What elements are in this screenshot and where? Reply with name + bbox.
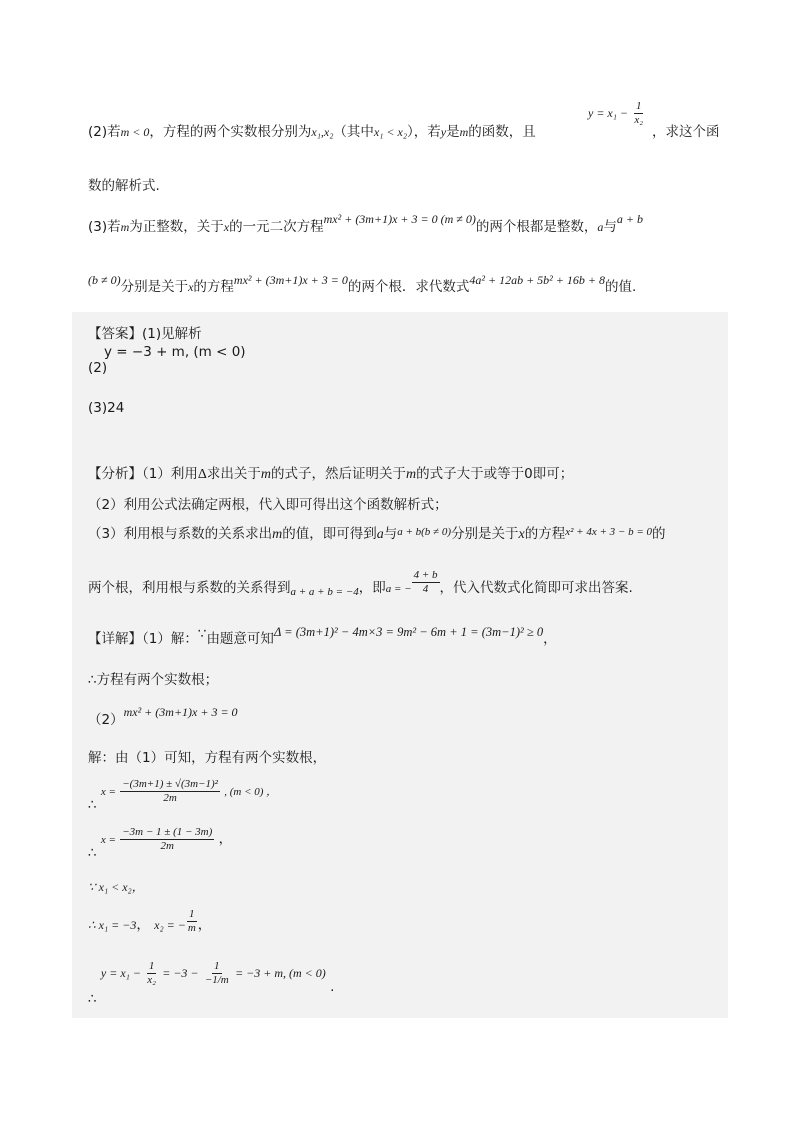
analysis-l3d: 的方程 <box>524 526 566 542</box>
detail-l1a: （1）解： <box>142 631 198 647</box>
q3-prefix: (3)若 <box>88 219 121 235</box>
detail-line1 <box>88 627 557 647</box>
answer-a2-num: (2) <box>88 360 108 376</box>
q3-l2-text2: 的方程 <box>193 279 234 295</box>
detail-l6-num: −3m − 1 ± (1 − 3m) <box>122 826 213 838</box>
detail-label: 【详解】 <box>88 631 142 647</box>
answer-line1 <box>88 322 202 342</box>
q3-line2 <box>88 275 636 295</box>
analysis-l3b: 的值，即可得到 <box>282 526 377 542</box>
analysis-l3x: x <box>518 527 525 542</box>
answer-a1: (1)见解析 <box>142 326 202 342</box>
answer-label: 【答案】 <box>88 326 142 342</box>
analysis-l4a: 两个根，利用根与系数的关系得到 <box>88 580 291 597</box>
analysis-zero: 0 <box>524 466 533 482</box>
detail-l8d: ， <box>197 917 212 934</box>
q2-y-num: 1 <box>635 100 642 112</box>
detail-l9-n2: 1 <box>214 960 220 972</box>
detail-l6-den: 2m <box>160 839 174 852</box>
q3-l2-text1: 分别是关于 <box>120 279 189 295</box>
analysis-m1: m <box>260 467 271 482</box>
q2-paren-close: ），若 <box>406 124 441 140</box>
detail-because: ∵ <box>197 626 207 642</box>
detail-l9-n1: 1 <box>148 960 155 972</box>
q2-order: x₁ < x₂ <box>373 125 407 139</box>
analysis-line2: （2）利用公式法确定两根，代入即可得出这个函数解析式； <box>88 497 448 513</box>
detail-l9-d2: −1/m <box>204 973 229 986</box>
detail-line8 <box>88 908 212 938</box>
analysis-l4-eq: a + a + b = −4 <box>290 586 359 599</box>
q3-l2-expr: 4a² + 12ab + 5b² + 16b + 8 <box>469 273 605 287</box>
q2-tail: ，求这个函 <box>652 124 720 140</box>
detail-l9-frac2 <box>203 960 231 986</box>
detail-l8-den: m <box>187 921 196 934</box>
detail-l6-frac <box>120 826 214 852</box>
analysis-m2: m <box>405 467 417 482</box>
detail-l8c: x₂ = − <box>154 918 186 933</box>
analysis-l4c: ，代入代数式化简即可求出答案. <box>439 580 633 597</box>
q2-roots: x₁,x₂ <box>311 125 334 139</box>
detail-line9 <box>88 960 335 1008</box>
q3-text3: 的两个根都是整数， <box>475 219 598 235</box>
analysis-l4-num: 4 + b <box>413 569 438 581</box>
detail-line2: ∴方程有两个实数根； <box>88 672 219 688</box>
analysis-l1c: 的式子，然后证明关于 <box>270 466 406 482</box>
q3-x: x <box>223 220 230 234</box>
analysis-l3c: 分别是关于 <box>451 526 519 542</box>
analysis-label: 【分析】 <box>88 466 142 482</box>
analysis-l1b: 求出关于 <box>206 466 261 482</box>
analysis-line4 <box>88 569 633 601</box>
detail-l9-tail: . <box>330 979 335 996</box>
q3-text2: 的一元二次方程 <box>229 219 324 235</box>
analysis-l4-aeq: a = − <box>385 583 412 596</box>
q3-line1 <box>88 212 643 235</box>
detail-line5 <box>88 778 278 814</box>
analysis-l1a: （1）利用 <box>142 466 198 482</box>
detail-l6-tail: ， <box>218 831 233 848</box>
q3-equation: mx² + (3m+1)x + 3 = 0 (m ≠ 0) <box>323 212 476 226</box>
q3-l2-text3: 的两个根．求代数式 <box>347 279 470 295</box>
analysis-l4-den: 4 <box>422 582 429 595</box>
q2-y-left: y = x₁ − <box>588 106 629 121</box>
q2-m: m <box>459 125 469 139</box>
q2-y-frac <box>632 100 645 126</box>
detail-l8a: ∴ x₁ = −3 <box>88 918 137 933</box>
q2-line2: 数的解析式. <box>88 178 160 194</box>
detail-l9a: y = x₁ − <box>100 966 141 981</box>
detail-l5-x: x = <box>100 786 116 799</box>
analysis-l3m: m <box>272 527 283 542</box>
analysis-l3-apb: a + b(b ≠ 0) <box>397 526 452 538</box>
q3-l2-x: x <box>188 280 194 294</box>
detail-l1b: 由题意可知 <box>206 631 274 647</box>
detail-l9-d1: x₂ <box>147 973 156 986</box>
q2-y-den: x₂ <box>634 113 644 126</box>
analysis-l3a-var: a <box>376 527 384 542</box>
detail-line7: ∵ x₁ < x₂， <box>88 880 144 894</box>
detail-therefore-1: ∴ <box>88 797 97 814</box>
detail-l6-x: x = <box>100 834 116 847</box>
detail-l1c: ， <box>543 631 557 647</box>
analysis-l3a: （3）利用根与系数的关系求出 <box>88 526 273 542</box>
q3-m: m <box>120 220 130 234</box>
detail-l5-frac <box>120 778 220 804</box>
q3-a: a <box>597 220 604 234</box>
analysis-l4-frac <box>412 569 440 595</box>
q3-cond: (b ≠ 0) <box>88 273 121 287</box>
q2-paren-open: （其中 <box>333 124 374 140</box>
detail-l3-eq: mx² + (3m+1)x + 3 = 0 <box>123 705 238 719</box>
detail-line4: 解：由（1）可知，方程有两个实数根， <box>88 750 327 766</box>
detail-l5-num: −(3m+1) ± √(3m−1)² <box>122 778 218 790</box>
q2-y: y <box>440 125 447 139</box>
q3-apb: a + b <box>616 212 643 226</box>
analysis-line3 <box>88 522 666 543</box>
detail-line6 <box>88 826 233 862</box>
q2-mid: ，方程的两个实数根分别为 <box>149 124 312 140</box>
detail-l9-frac1 <box>145 960 158 986</box>
q3-l2-text4: 的值. <box>604 279 637 295</box>
q2-line1 <box>88 120 536 140</box>
detail-l8-num: 1 <box>189 908 195 920</box>
detail-therefore-2: ∴ <box>88 845 97 862</box>
detail-l8-frac <box>186 908 198 934</box>
detail-l9c: = −3 + m, (m < 0) <box>235 966 326 981</box>
analysis-l4b: ，即 <box>358 580 386 597</box>
q2-y-expr <box>588 100 645 126</box>
analysis-l1e: 即可； <box>532 466 574 482</box>
answer-a2-expr: y = −3 + m, (m < 0) <box>104 344 246 360</box>
detail-line3 <box>88 700 238 728</box>
analysis-delta: Δ <box>197 467 207 482</box>
detail-l5-tail: , (m < 0) ， <box>224 786 278 799</box>
detail-l9b: = −3 − <box>162 966 199 981</box>
analysis-l3-with: 与 <box>383 526 398 542</box>
q2-is: 是 <box>446 124 460 140</box>
q3-with: 与 <box>603 219 617 235</box>
detail-therefore-3: ∴ <box>88 991 97 1008</box>
q2-prefix: (2)若 <box>88 124 121 140</box>
answer-a3: (3)24 <box>88 400 125 416</box>
detail-l5-den: 2m <box>163 791 177 804</box>
detail-l3a: （2） <box>88 712 124 728</box>
analysis-l1d: 的式子大于或等于 <box>416 466 525 482</box>
detail-l1-eq: Δ = (3m+1)² − 4m×3 = 9m² − 6m + 1 = (3m−1)² ≥ 0 <box>273 625 544 639</box>
analysis-l3-eq: x² + 4x + 3 − b = 0 <box>565 526 652 538</box>
q3-l2-eq: mx² + (3m+1)x + 3 = 0 <box>233 273 348 287</box>
q3-text1: 为正整数，关于 <box>129 219 224 235</box>
q2-func: 的函数，且 <box>468 124 536 140</box>
analysis-line1 <box>88 462 573 483</box>
q2-cond: m < 0 <box>120 125 150 139</box>
analysis-l3e: 的 <box>652 526 666 542</box>
detail-l8b: ， <box>136 917 150 934</box>
